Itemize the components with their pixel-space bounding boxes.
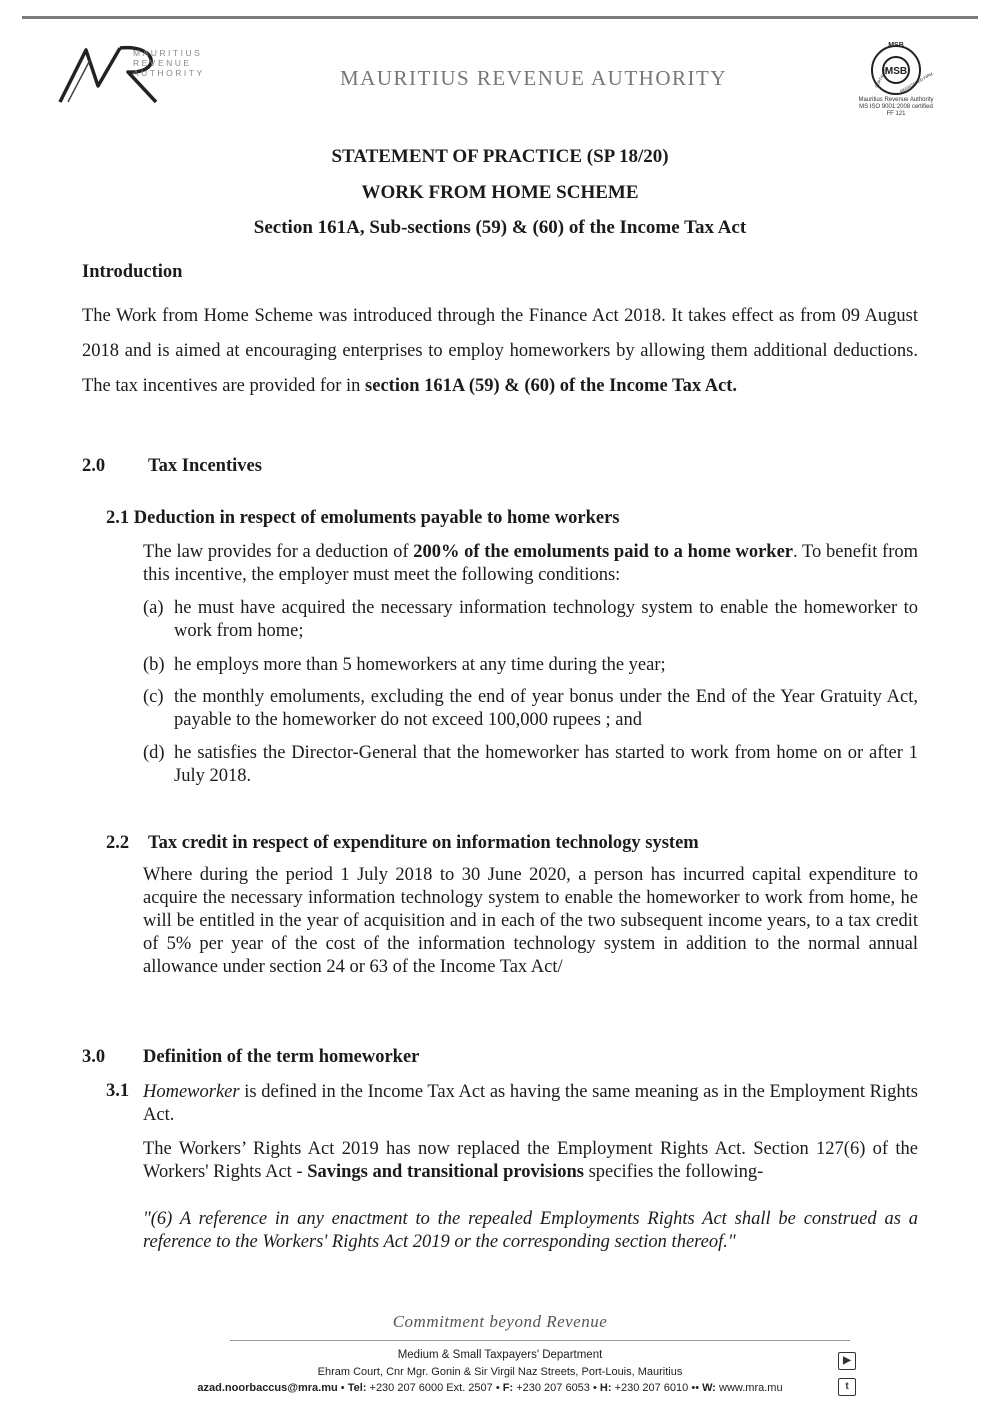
seal-ring-right-text: REGISTERED FIRM: [899, 71, 934, 94]
msb-certification-seal-icon: [868, 40, 934, 96]
document-legal-reference: Section 161A, Sub-sections (59) & (60) of the Income Tax Act: [253, 217, 747, 238]
condition-a: [143, 597, 918, 643]
condition-label: (c): [143, 687, 164, 707]
section-3-1-paragraph: Homeworker is defined in the Income Tax Act as having the same meaning as in the Employment Rights Act.: [143, 1082, 918, 1125]
section-3-heading: Definition of the term homeworker: [143, 1047, 420, 1067]
logo-wordmark: MAURITIUS REVENUE AUTHORITY: [133, 48, 205, 78]
introduction-paragraph: The Work from Home Scheme was introduced through the Finance Act 2018. It takes effect as from 09 August 2018 and is aimed at encouraging enterprises to employ homeworkers by allowing them additional deductions. The tax incentives are provided for in section 161A (59) & (60) of the Income Tax Act.: [82, 306, 918, 396]
section-2-number: 2.0: [82, 456, 106, 476]
msb-caption: Mauritius Revenue Authority MS ISO 9001:2008 certified FF 121: [858, 97, 934, 117]
section-2-2-number: 2.2: [106, 833, 130, 853]
letterhead: [0, 0, 1000, 130]
document-title: STATEMENT OF PRACTICE (SP 18/20): [331, 146, 669, 167]
section-2-2-paragraph: Where during the period 1 July 2018 to 30 June 2020, a person has incurred capital expenditure to acquire the necessary information technology system to enable the homeworker to work from home, he will be entitled in the year of acquisition and in each of the two subsequent income years, to a tax credit of 5% per year of the cost of the information technology system in addition to the normal annual allowance under section 24 or 63 of the Income Tax Act/: [143, 865, 918, 977]
section-3-1-number: 3.1: [106, 1081, 130, 1101]
youtube-icon[interactable]: ▶: [838, 1352, 856, 1370]
footer-address: Ehram Court, Cnr Mgr. Gonin & Sir Virgil Naz Streets, Port-Louis, Mauritius: [317, 1366, 683, 1378]
condition-label: (b): [143, 655, 165, 675]
condition-b: [143, 654, 918, 677]
section-2-1-paragraph: The law provides for a deduction of 200% of the emoluments paid to a home worker. To benefit from this incentive, the employer must meet the following conditions:: [143, 542, 918, 585]
condition-c: [143, 686, 918, 732]
section-3-paragraph-2: The Workers’ Rights Act 2019 has now replaced the Employment Rights Act. Section 127(6) of the Workers' Rights Act - Savings and transitional provisions specifies the following-: [143, 1139, 918, 1182]
footer-website-link[interactable]: www.mra.mu: [719, 1382, 783, 1394]
document-subtitle: WORK FROM HOME SCHEME: [361, 182, 639, 203]
seal-center-text: MSB: [884, 66, 908, 77]
footer-divider: [230, 1340, 850, 1341]
section-2-2-heading: Tax credit in respect of expenditure on information technology system: [148, 833, 699, 853]
footer-email-link[interactable]: azad.noorbaccus@mra.mu: [197, 1382, 338, 1394]
seal-top-text: MSB: [888, 42, 904, 49]
condition-label: (d): [143, 743, 165, 763]
section-3-quote: "(6) A reference in any enactment to the repealed Employments Rights Act shall be construed as a reference to the Workers' Rights Act 2019 or the corresponding section thereof.": [143, 1209, 918, 1252]
seal-ring-left-text: CERTIFIED: [873, 67, 889, 89]
footer-contact-line: azad.noorbaccus@mra.mu • Tel: +230 207 6000 Ext. 2507 • F: +230 207 6053 • H: +230 207 6010 •• W: www.mra.mu: [197, 1382, 783, 1394]
condition-text: he employs more than 5 homeworkers at any time during the year;: [174, 655, 666, 675]
condition-text: the monthly emoluments, excluding the end of year bonus under the End of the Year Gratuity Act, payable to the homeworker do not exceed 100,000 rupees ; and: [174, 687, 918, 730]
condition-d: [143, 742, 918, 788]
footer-signature-tagline: Commitment beyond Revenue: [392, 1312, 608, 1331]
introduction-heading: Introduction: [82, 262, 183, 282]
section-2-heading: Tax Incentives: [148, 456, 262, 476]
condition-label: (a): [143, 598, 164, 618]
section-2-1-heading: 2.1 Deduction in respect of emoluments payable to home workers: [106, 508, 620, 528]
condition-text: he must have acquired the necessary information technology system to enable the homeworker to work from home;: [174, 598, 918, 641]
condition-text: he satisfies the Director-General that the homeworker has started to work from home on or after 1 July 2018.: [174, 743, 918, 786]
twitter-icon[interactable]: t: [838, 1378, 856, 1396]
section-3-number: 3.0: [82, 1047, 106, 1067]
footer-department: Medium & Small Taxpayers' Department: [397, 1349, 603, 1361]
organization-title: MAURITIUS REVENUE AUTHORITY: [340, 66, 727, 90]
